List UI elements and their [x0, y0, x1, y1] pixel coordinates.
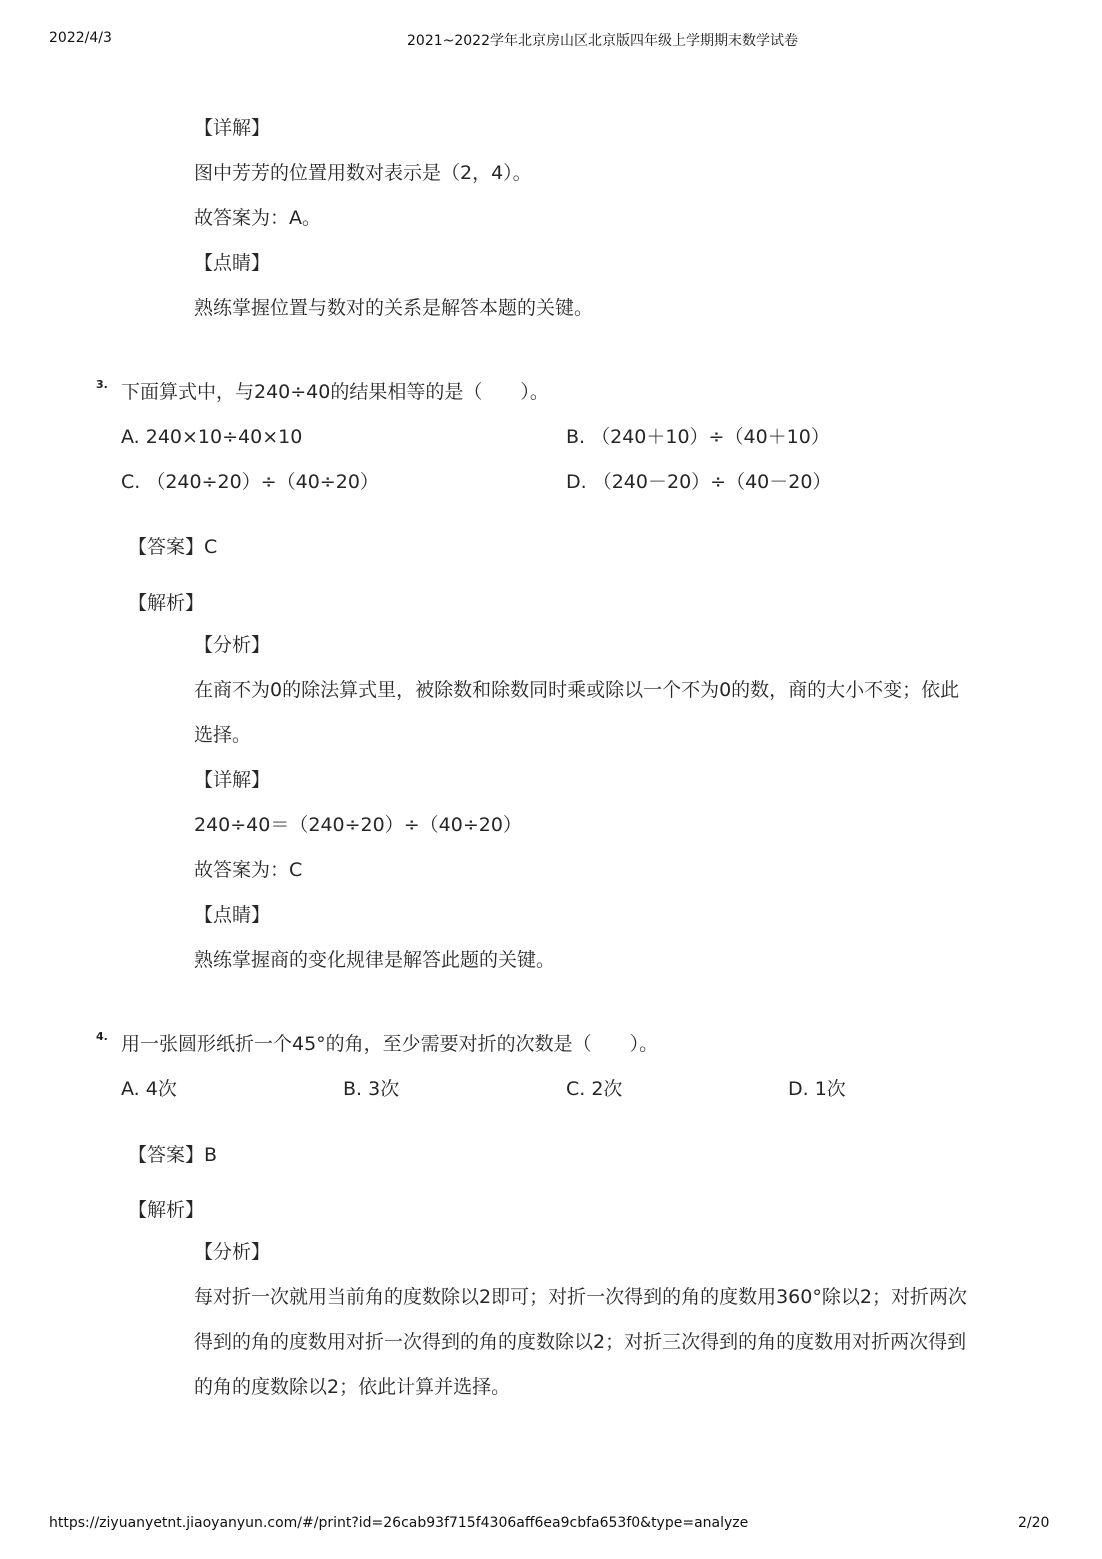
print-date: 2022/4/3 — [49, 30, 112, 46]
q3-conclusion: 故答案为：C — [194, 859, 303, 881]
q4-analysis-sub: 【分析】 — [194, 1241, 271, 1263]
q2-remark-text: 熟练掌握位置与数对的关系是解答本题的关键。 — [194, 297, 594, 319]
q4-analysis-tag: 【解析】 — [128, 1199, 205, 1221]
q3-answer-tag: 【答案】 — [128, 536, 205, 558]
q4-analysis-line1: 每对折一次就用当前角的度数除以2即可；对折一次得到的角的度数用360°除以2；对折两次 — [194, 1286, 967, 1308]
q2-detail-text: 图中芳芳的位置用数对表示是（2，4）。 — [194, 162, 532, 184]
q3-analysis-line1: 在商不为0的除法算式里，被除数和除数同时乘或除以一个不为0的数，商的大小不变；依此 — [194, 679, 960, 701]
q3-remark-text: 熟练掌握商的变化规律是解答此题的关键。 — [194, 949, 556, 971]
q4-option-a: A. 4次 — [121, 1078, 177, 1100]
q3-stem: 下面算式中，与240÷40的结果相等的是（ ）。 — [121, 381, 549, 403]
q3-option-d: D. （240－20）÷（40－20） — [566, 471, 832, 493]
q2-detail-tag: 【详解】 — [194, 117, 271, 139]
q2-remark-tag: 【点睛】 — [194, 252, 271, 274]
q3-option-c: C. （240÷20）÷（40÷20） — [121, 471, 379, 493]
q3-analysis-sub: 【分析】 — [194, 634, 271, 656]
q4-number: 4. — [96, 1030, 108, 1043]
q4-stem: 用一张圆形纸折一个45°的角，至少需要对折的次数是（ ）。 — [121, 1033, 659, 1055]
q4-option-b: B. 3次 — [343, 1078, 400, 1100]
q3-answer-value: C — [204, 536, 218, 558]
q3-remark-tag: 【点睛】 — [194, 904, 271, 926]
q3-answer-row — [128, 532, 217, 559]
q3-detail-text: 240÷40＝（240÷20）÷（40÷20） — [194, 814, 522, 836]
q3-detail-tag: 【详解】 — [194, 769, 271, 791]
q4-analysis-line2: 得到的角的度数用对折一次得到的角的度数除以2；对折三次得到的角的度数用对折两次得到 — [194, 1331, 967, 1353]
q4-option-c: C. 2次 — [566, 1078, 623, 1100]
q3-option-a: A. 240×10÷40×10 — [121, 426, 303, 448]
q4-answer-tag: 【答案】 — [128, 1144, 205, 1166]
q2-conclusion: 故答案为：A。 — [194, 207, 321, 229]
page-title: 2021~2022学年北京房山区北京版四年级上学期期末数学试卷 — [407, 33, 798, 49]
q3-option-b: B. （240＋10）÷（40＋10） — [566, 426, 830, 448]
q4-option-d: D. 1次 — [788, 1078, 846, 1100]
q4-answer-row — [128, 1140, 217, 1167]
q3-analysis-line2: 选择。 — [194, 724, 252, 746]
q4-answer-value: B — [204, 1144, 218, 1166]
footer-url: https://ziyuanyetnt.jiaoyanyun.com/#/print?id=26cab93f715f4306aff6ea9cbfa653f0&type=analyze — [49, 1515, 749, 1531]
page-number: 2/20 — [1018, 1515, 1050, 1531]
q3-number: 3. — [96, 378, 108, 391]
q3-analysis-tag: 【解析】 — [128, 592, 205, 614]
q4-analysis-line3: 的角的度数除以2；依此计算并选择。 — [194, 1376, 511, 1398]
